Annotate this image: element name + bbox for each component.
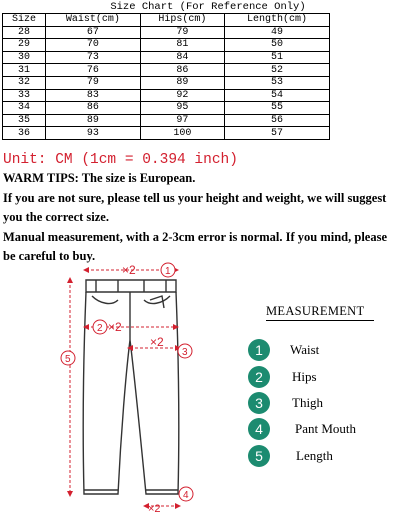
table-header-row <box>3 14 330 27</box>
warm-tips <box>3 169 415 267</box>
table-row <box>3 51 330 64</box>
cell-length: 55 <box>225 102 330 115</box>
cell-hips: 89 <box>140 76 224 89</box>
mouth-badge-num: 4 <box>183 490 189 501</box>
cell-waist: 79 <box>46 76 141 89</box>
badge-2-icon: 2 <box>248 366 270 388</box>
badge-1-icon: 1 <box>248 339 270 361</box>
cell-size: 36 <box>3 127 46 140</box>
cell-hips: 97 <box>140 114 224 127</box>
measurement-label: Thigh <box>292 395 324 410</box>
cell-length: 56 <box>225 114 330 127</box>
unit-note: Unit: CM (1cm = 0.394 inch) <box>3 152 238 168</box>
cell-hips: 100 <box>140 127 224 140</box>
tip-line: you the correct size. <box>3 210 109 225</box>
cell-hips: 95 <box>140 102 224 115</box>
thigh-mark: ×2 <box>150 335 164 349</box>
table-row <box>3 76 330 89</box>
measurement-title: MEASUREMENT <box>266 304 365 318</box>
mouth-mark: ×2 <box>148 503 161 514</box>
table-row <box>3 26 330 39</box>
tip-line: WARM TIPS: The size is European. <box>3 171 196 185</box>
table-row <box>3 102 330 115</box>
table-row <box>3 64 330 77</box>
cell-waist: 76 <box>46 64 141 77</box>
header-hips: Hips(cm) <box>140 14 224 27</box>
thigh-badge-num: 3 <box>182 347 188 358</box>
cell-length: 52 <box>225 64 330 77</box>
table-row <box>3 127 330 140</box>
cell-waist: 73 <box>46 51 141 64</box>
header-waist: Waist(cm) <box>46 14 141 27</box>
badge-4-icon: 4 <box>248 418 270 440</box>
measurement-underline <box>266 320 374 321</box>
cell-size: 29 <box>3 39 46 52</box>
cell-size: 30 <box>3 51 46 64</box>
table-row <box>3 114 330 127</box>
table-row <box>3 39 330 52</box>
measurement-label: Waist <box>290 342 320 357</box>
tip-line: be careful to buy. <box>3 249 96 264</box>
cell-hips: 81 <box>140 39 224 52</box>
cell-size: 28 <box>3 26 46 39</box>
cell-size: 31 <box>3 64 46 77</box>
cell-length: 54 <box>225 89 330 102</box>
waist-badge-num: 1 <box>165 266 171 277</box>
cell-length: 57 <box>225 127 330 140</box>
cell-length: 53 <box>225 76 330 89</box>
waist-mark: ×2 <box>122 263 136 277</box>
length-badge-num: 5 <box>65 354 71 365</box>
table-row <box>3 89 330 102</box>
badge-3-icon: 3 <box>248 392 270 414</box>
pants-diagram <box>0 262 240 514</box>
cell-hips: 92 <box>140 89 224 102</box>
hips-mark: ×2 <box>108 320 122 334</box>
cell-length: 50 <box>225 39 330 52</box>
header-length: Length(cm) <box>225 14 330 27</box>
cell-waist: 89 <box>46 114 141 127</box>
size-chart-table <box>2 13 330 140</box>
cell-waist: 86 <box>46 102 141 115</box>
tip-line: Manual measurement, with a 2-3cm error is normal. If you mind, please <box>3 229 388 244</box>
cell-waist: 70 <box>46 39 141 52</box>
cell-size: 32 <box>3 76 46 89</box>
cell-length: 51 <box>225 51 330 64</box>
cell-hips: 79 <box>140 26 224 39</box>
pants-outline <box>83 280 179 494</box>
cell-size: 34 <box>3 102 46 115</box>
cell-waist: 83 <box>46 89 141 102</box>
tip-line: If you are not sure, please tell us your height and weight, we will suggest <box>3 190 387 205</box>
cell-length: 49 <box>225 26 330 39</box>
measurement-label: Length <box>296 448 333 463</box>
badge-5-icon: 5 <box>248 445 270 467</box>
hips-badge-num: 2 <box>97 323 103 334</box>
header-size: Size <box>3 14 46 27</box>
size-chart-title: Size Chart (For Reference Only) <box>110 1 306 13</box>
cell-waist: 93 <box>46 127 141 140</box>
measurement-label: Pant Mouth <box>295 421 357 436</box>
cell-hips: 84 <box>140 51 224 64</box>
cell-size: 35 <box>3 114 46 127</box>
cell-waist: 67 <box>46 26 141 39</box>
measurement-label: Hips <box>292 369 317 384</box>
cell-hips: 86 <box>140 64 224 77</box>
cell-size: 33 <box>3 89 46 102</box>
